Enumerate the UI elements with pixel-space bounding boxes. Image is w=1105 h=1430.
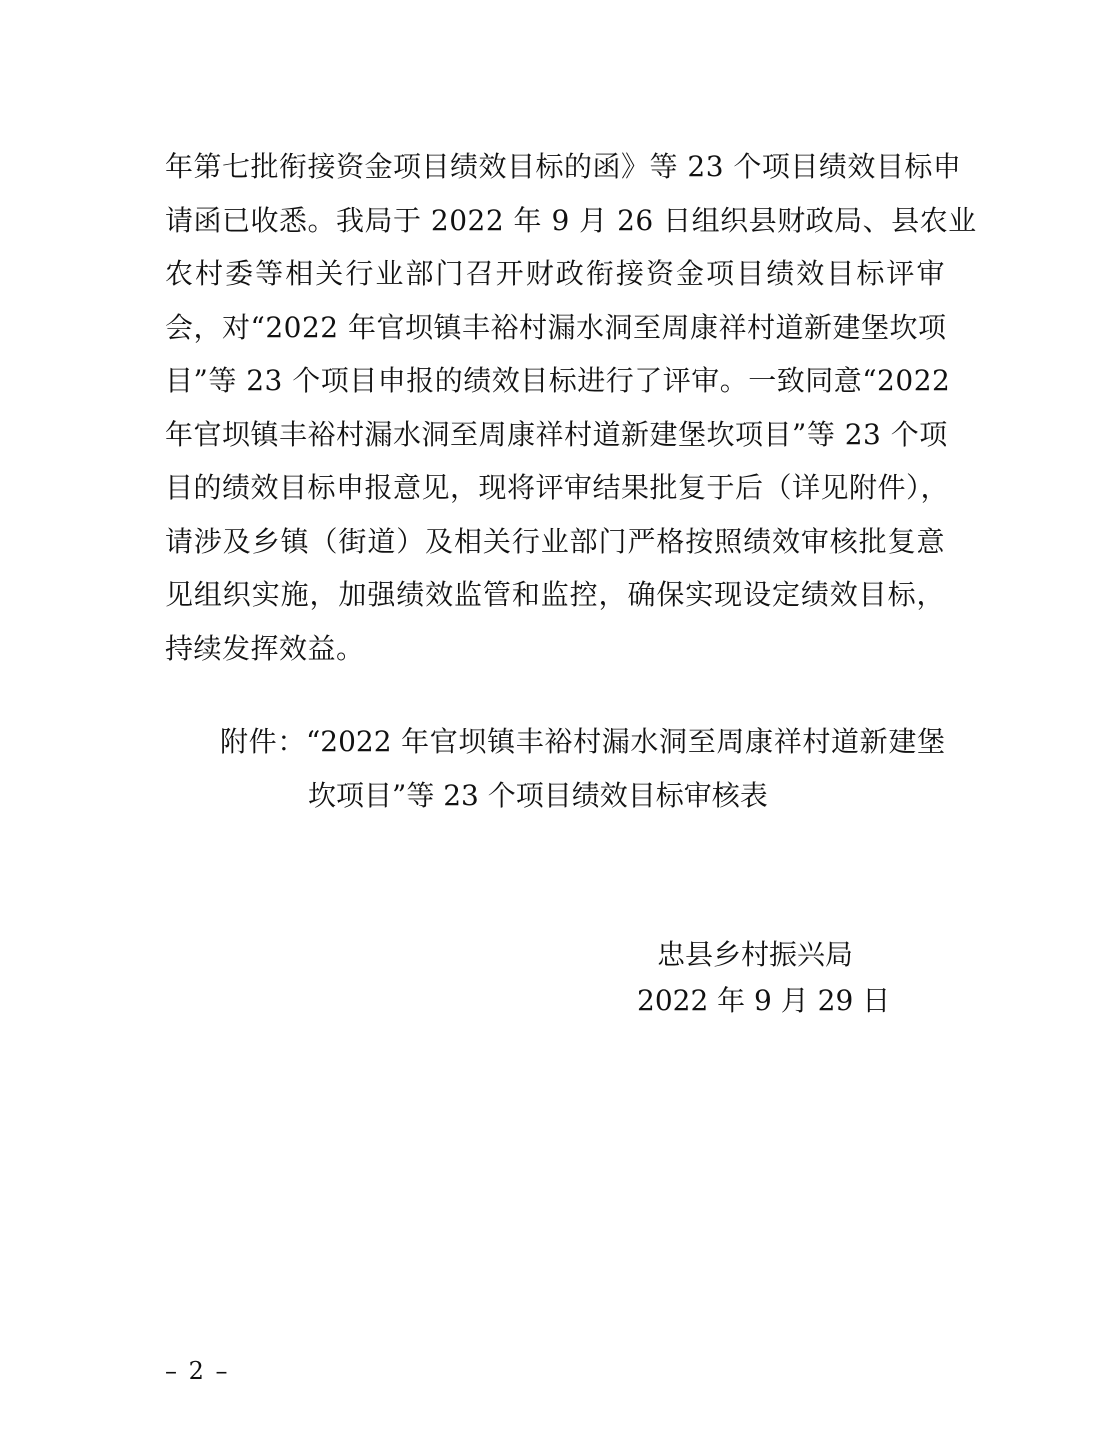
attachment-line: 坎项目”等 23 个项目绩效目标审核表 <box>308 779 768 812</box>
body-line: 持续发挥效益。 <box>165 631 365 665</box>
signature-block <box>620 932 891 1024</box>
body-line: 年官坝镇丰裕村漏水洞至周康祥村道新建堡坎项目”等 23 个项 <box>165 417 948 451</box>
body-paragraph <box>165 140 977 675</box>
issuing-organization: 忠县乡村振兴局 <box>657 938 854 971</box>
attachment-note <box>220 715 945 823</box>
body-line: 会，对“2022 年官坝镇丰裕村漏水洞至周康祥村道新建堡坎项 <box>165 310 947 344</box>
body-line: 请涉及乡镇（街道）及相关行业部门严格按照绩效审核批复意 <box>165 524 945 558</box>
issue-date: 2022 年 9 月 29 日 <box>637 984 891 1017</box>
body-line: 目”等 23 个项目申报的绩效目标进行了评审。一致同意“2022 <box>165 364 951 397</box>
body-line: 年第七批衔接资金项目绩效目标的函》等 23 个项目绩效目标申 <box>165 150 962 183</box>
attachment-line: 附件：“2022 年官坝镇丰裕村漏水洞至周康祥村道新建堡 <box>220 725 945 758</box>
page-number: – 2 – <box>165 1357 230 1385</box>
body-line: 农村委等相关行业部门召开财政衔接资金项目绩效目标评审 <box>165 257 945 290</box>
body-line: 请函已收悉。我局于 2022 年 9 月 26 日组织县财政局、县农业 <box>165 203 977 237</box>
body-line: 见组织实施，加强绩效监管和监控，确保实现设定绩效目标， <box>165 578 945 611</box>
body-line: 目的绩效目标申报意见，现将评审结果批复于后（详见附件）， <box>165 471 950 504</box>
